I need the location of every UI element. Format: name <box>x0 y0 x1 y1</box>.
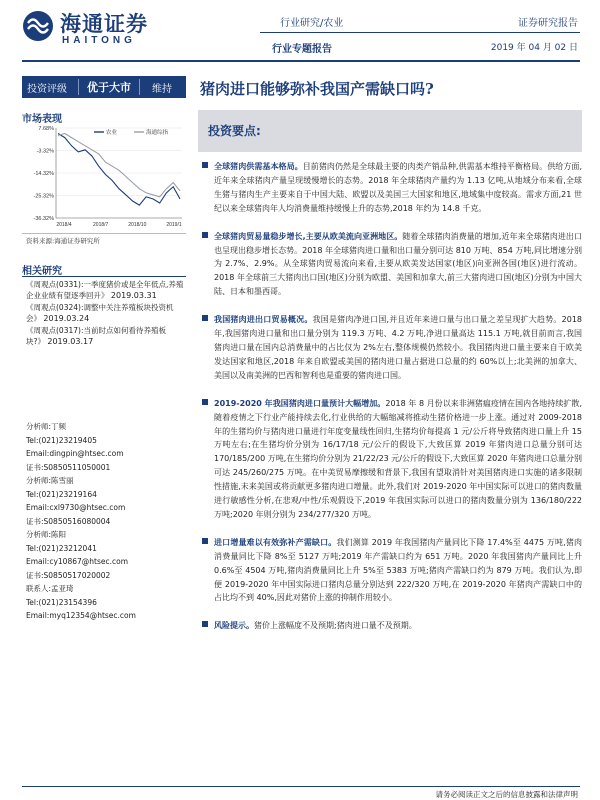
related-heading: 相关研究 <box>22 266 62 277</box>
analyst-name: 分析师:陈雪丽 <box>26 476 74 485</box>
x-tick-label: 2018/4 <box>56 222 72 228</box>
paragraph-lead: 全球猪肉贸易量稳步增长,主要从欧美流向亚洲地区。 <box>214 231 403 241</box>
contact-email[interactable]: Email:myq12354@htsec.com <box>26 611 136 620</box>
report-type-label: 行业专题报告 <box>272 44 332 55</box>
paragraph-lead: 进口增量难以有效弥补产需缺口。 <box>214 537 337 547</box>
paragraph-body: 目前猪肉仍然是全球最主要的肉类产销品种,供需基本维持平衡格局。供给方面,近年来全球猪肉产量呈现缓慢增长的态势。2018 年全球猪肉产量约为 1.13 亿吨,从地域分布来看,全球生猪与猪肉生产主要来自于中国大陆、欧盟以及美国三大国家和地区,地域集中度较高。需求方面,21 世纪以来全球猪肉年人均消费量维持缓慢上升的态势,2018 年约为 14.8 千克。 <box>214 162 582 213</box>
industry-label: 行业研究/农业 <box>280 18 344 29</box>
x-tick-label: 2018/10 <box>128 222 147 228</box>
disclaimer-note: 请务必阅读正文之后的信息披露和法律声明 <box>435 790 578 799</box>
square-bullet-icon <box>202 162 208 168</box>
brand-name-cn: 海通证券 <box>60 11 148 36</box>
market-chart <box>22 122 186 234</box>
market-heading: 市场表现 <box>22 114 62 125</box>
y-tick-label: -3.32% <box>36 148 54 155</box>
key-point-paragraph <box>200 397 582 522</box>
legend-label: 海通综指 <box>146 130 169 136</box>
analyst-email[interactable]: Email:cy10867@htsec.com <box>26 557 128 566</box>
header-rule <box>22 60 580 62</box>
report-date: 2019 年 04 月 02 日 <box>490 43 578 53</box>
legend-label: 农业 <box>106 130 118 136</box>
rating-value: 优于大市 <box>78 79 140 95</box>
key-point-paragraph <box>200 619 582 633</box>
related-list <box>26 279 184 348</box>
analyst-name: 分析师:丁频 <box>26 422 67 431</box>
analyst-name: 分析师:陈阳 <box>26 530 67 539</box>
analyst-tel: Tel:(021)23212041 <box>26 543 97 553</box>
square-bullet-icon <box>202 315 208 321</box>
y-tick-label: -36.32% <box>33 216 54 222</box>
analyst-email[interactable]: Email:cxl9730@htsec.com <box>26 503 126 512</box>
related-title[interactable]: 《周观点(0331):一季度猪价或是全年低点,养殖企业业绩有望逐季回升》 <box>26 280 184 300</box>
key-point-paragraph <box>200 160 582 216</box>
square-bullet-icon <box>202 399 208 405</box>
related-divider <box>22 276 186 277</box>
square-bullet-icon <box>202 538 208 544</box>
header-divider <box>260 32 580 33</box>
key-point-paragraph <box>200 313 582 383</box>
related-date: 2019.03.24 <box>43 314 90 323</box>
report-class-label: 证券研究报告 <box>518 18 578 29</box>
paragraph-body: 随着全球猪肉消费量的增加,近年来全球猪肉进出口也呈现出稳步增长态势。2018 年全球猪肉进口量和出口量分别可达 810 万吨、854 万吨,同比增速分别为 2.7%、2.9%。从全球猪肉贸易流向来看,主要从欧美发达国家(地区)向亚洲各国(地区)进行流动。2018 年全球前三大猪肉出口国(地区)分别为欧盟、美国和加拿大,前三大猪肉进口国(地区)分别为中国大陆、日本和墨西哥。 <box>214 231 582 297</box>
list-item[interactable] <box>26 302 184 324</box>
analyst-contacts <box>26 420 184 623</box>
analyst-email[interactable]: Email:dingpin@htsec.com <box>26 449 124 458</box>
paragraph-body: 猪价上涨幅度不及预期;猪肉进口量不及预期。 <box>254 621 417 631</box>
y-tick-label: 7.68% <box>38 126 54 132</box>
key-points-body <box>200 160 582 647</box>
paragraph-lead: 全球猪肉供需基本格局。 <box>214 162 303 171</box>
haitong-logo-mark-icon <box>22 10 54 42</box>
related-date: 2019.03.31 <box>110 291 157 300</box>
contact-tel: Tel:(021)23154396 <box>26 597 97 607</box>
paragraph-lead: 我国猪肉进出口贸易概况。 <box>214 315 313 325</box>
contact-name: 联系人:孟亚琦 <box>26 584 74 593</box>
investment-rating-bar <box>22 76 186 98</box>
paragraph-body: 2018 年 8 月份以来非洲猪瘟疫情在国内各地持续扩散,随着疫情之下行业产能持续去化,行业供给的大幅缩减将推动生猪价格进一步上涨。通过对 2009-2018 年的生猪均价与猪肉进口量进行年度变量线性回归,生猪均价每提高 1 元/公斤将导致猪肉进口量上升 15 万吨左右;在生猪均价分别为 16/17/18 元/公斤的假设下,大致匡算 2019 年猪肉进口总量分别可达 170/185/200 万吨,在生猪均价分别为 21/22/23 元/公斤的假设下,大致匡算 2020 年猪肉进口总量分别可达 245/260/275 万吨。在中美贸易摩擦缓和背景下,我国有望取消针对美国猪肉进口实施的诸多限制性措施,未来美国或将贡献更多猪肉进口增量。此外,我们对 2019-2020 年中国实际可以进口的猪肉数量进行敏感性分析,在悲观/中性/乐观假设下,2019 年我国实际可以进口的猪肉数量分别为 136/180/222 万吨;2020 年则分别为 234/277/320 万吨。 <box>214 398 583 519</box>
list-item[interactable] <box>26 279 184 301</box>
related-title[interactable]: 《周观点(0324):调整中关注养殖板块投资机会》 <box>26 303 174 323</box>
y-tick-label: -25.32% <box>33 193 54 200</box>
haitong-logo <box>22 8 148 48</box>
key-point-paragraph <box>200 230 582 300</box>
key-points-box <box>198 110 582 152</box>
x-tick-label: 2019/1 <box>166 222 182 228</box>
analyst-tel: Tel:(021)23219405 <box>26 435 97 445</box>
paragraph-body: 我国是猪肉净进口国,并且近年来进口量与出口量之差呈现扩大趋势。2018 年,我国猪肉进口量和出口量分别为 119.3 万吨、4.2 万吨,净进口量高达 115.1 万吨,就目前而言,我国猪肉进口量在国内总消费量中的占比仅为 2%左右,整体规模仍然较小。我国猪肉进口量主要来自于欧美发达国家和地区,2018 年来自欧盟或美国的猪肉进口量占据进口总量的约 60%以上;北美洲的加拿大、美国以及南美洲的巴西和智利也是重要的猪肉进口国。 <box>214 315 583 380</box>
key-points-heading: 投资要点: <box>208 124 261 138</box>
analyst-cert: 证书:S0850511050001 <box>26 462 111 472</box>
rating-change: 维持 <box>152 83 172 95</box>
y-tick-label: -14.32% <box>33 171 54 177</box>
key-point-paragraph <box>200 536 582 606</box>
rating-label: 投资评级 <box>27 83 67 95</box>
square-bullet-icon <box>202 621 208 627</box>
related-title[interactable]: 《周观点(0317):当前时点如何看待养殖板块?》 <box>26 326 166 346</box>
analyst-tel: Tel:(021)23219164 <box>26 489 97 499</box>
paragraph-lead: 2019-2020 年我国猪肉进口量预计大幅增加。 <box>214 398 386 408</box>
analyst-cert: 证书:S0850516080004 <box>26 516 111 526</box>
market-chart-svg <box>22 122 186 234</box>
square-bullet-icon <box>202 232 208 238</box>
list-item[interactable] <box>26 325 184 347</box>
footer-rule <box>22 786 580 787</box>
brand-name-en: HAITONG <box>62 35 136 46</box>
related-date: 2019.03.17 <box>47 337 94 346</box>
report-title: 猪肉进口能够弥补我国产需缺口吗? <box>200 80 434 98</box>
chart-source: 资料来源:海通证券研究所 <box>26 237 100 245</box>
series-line-composite-index <box>58 134 180 197</box>
analyst-cert: 证书:S0850517020002 <box>26 570 111 580</box>
paragraph-lead: 风险提示。 <box>214 621 254 631</box>
paragraph-body: 我们测算 2019 年我国猪肉产量同比下降 17.4%至 4475 万吨,猪肉消费量同比下降 8%至 5127 万吨;2019 年产需缺口约为 651 万吨。2020 年我国猪肉产量同比上升 0.6%至 4504 万吨,猪肉消费量同比上升 5%至 5383 万吨;猪肉产需缺口约为 879 万吨。我们认为,即便 2019-2020 年中国实际进口猪肉总量分别达到 222/320 万吨,在 2019-2020 年猪肉产需缺口中的占比均不到 40%,因此对猪价上涨的抑制作用较小。 <box>214 537 583 603</box>
x-tick-label: 2018/7 <box>93 222 109 228</box>
